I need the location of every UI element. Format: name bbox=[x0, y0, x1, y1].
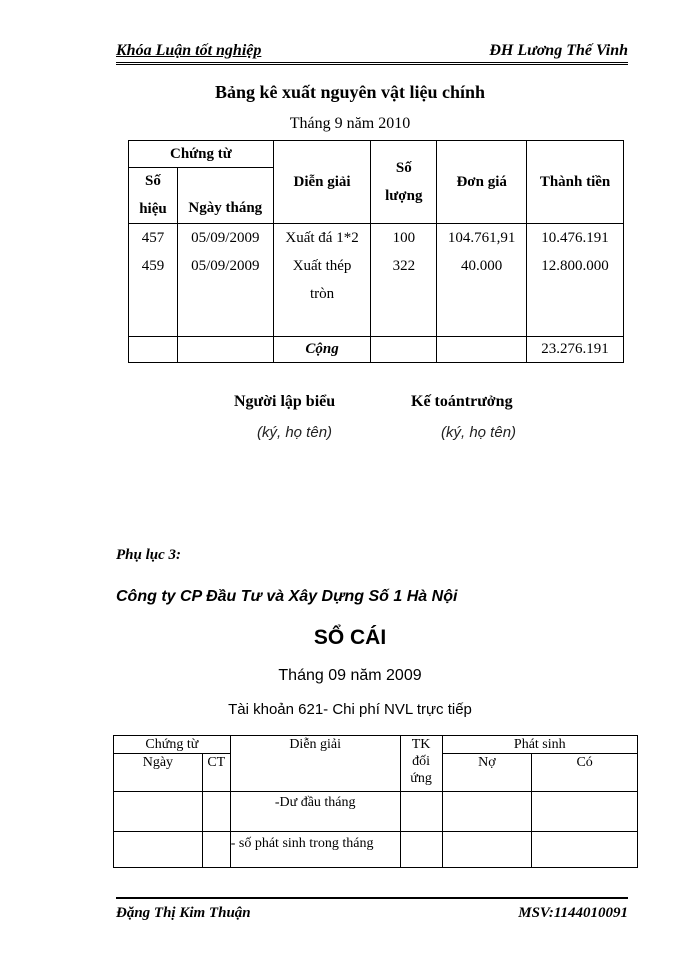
chief-accountant-note: (ký, họ tên) bbox=[441, 424, 517, 441]
total-row bbox=[129, 337, 624, 363]
total-value: 23.276.191 bbox=[527, 337, 624, 363]
table-row bbox=[114, 792, 638, 832]
table1-subtitle: Tháng 9 năm 2010 bbox=[289, 115, 411, 132]
cell-so-hieu: 457 459 bbox=[129, 224, 178, 337]
header-hieu: hiệu bbox=[129, 196, 178, 224]
page-header bbox=[116, 40, 628, 65]
table1-title: Bảng kê xuất nguyên vật liệu chính bbox=[214, 82, 486, 102]
header-no: Nợ bbox=[442, 754, 532, 792]
header-chung-tu: Chứng từ bbox=[114, 736, 231, 754]
header-ngay-thang: Ngày tháng bbox=[177, 168, 273, 224]
table-row bbox=[129, 224, 624, 337]
appendix-label: Phụ lục 3: bbox=[116, 547, 182, 563]
header-thanh-tien: Thành tiền bbox=[527, 141, 624, 224]
materials-table bbox=[128, 140, 624, 363]
cell-don-gia: 104.761,91 40.000 bbox=[437, 224, 527, 337]
header-so: Số bbox=[129, 168, 178, 196]
ledger-month: Tháng 09 năm 2009 bbox=[278, 667, 422, 684]
footer-left: Đặng Thị Kim Thuận bbox=[116, 905, 251, 921]
header-left: Khóa Luận tốt nghiệp bbox=[116, 42, 262, 59]
header-ngay: Ngày bbox=[114, 754, 203, 792]
header-so-luong: Số lượng bbox=[371, 141, 437, 224]
cell-ngay: 05/09/2009 05/09/2009 bbox=[177, 224, 273, 337]
company-name: Công ty CP Đầu Tư và Xây Dựng Số 1 Hà Nội bbox=[116, 588, 458, 605]
cell-thanh-tien: 10.476.191 12.800.000 bbox=[527, 224, 624, 337]
table-row bbox=[114, 832, 638, 868]
header-right: ĐH Lương Thế Vinh bbox=[489, 42, 628, 59]
footer-right: MSV:1144010091 bbox=[518, 905, 628, 921]
header-tk-doi-ung: TK đối ứng bbox=[400, 736, 442, 792]
header-dien-giai: Diễn giải bbox=[230, 736, 400, 792]
cell-dien-giai: -Dư đầu tháng bbox=[230, 792, 400, 832]
ledger-account: Tài khoản 621- Chi phí NVL trực tiếp bbox=[228, 701, 472, 718]
preparer-label: Người lập biểu bbox=[234, 393, 336, 410]
ledger-title: SỔ CÁI bbox=[313, 626, 387, 649]
ledger-table bbox=[113, 735, 638, 868]
header-dien-giai: Diễn giải bbox=[273, 141, 371, 224]
header-co: Có bbox=[532, 754, 638, 792]
header-chung-tu: Chứng từ bbox=[129, 141, 274, 168]
chief-accountant-label: Kế toántrưởng bbox=[411, 393, 513, 410]
page-footer bbox=[116, 897, 628, 923]
header-phat-sinh: Phát sinh bbox=[442, 736, 637, 754]
preparer-note: (ký, họ tên) bbox=[257, 424, 333, 441]
total-label: Cộng bbox=[273, 337, 371, 363]
cell-dien-giai: - số phát sinh trong tháng bbox=[230, 832, 400, 868]
header-don-gia: Đơn giá bbox=[437, 141, 527, 224]
header-ct: CT bbox=[202, 754, 230, 792]
cell-so-luong: 100 322 bbox=[371, 224, 437, 337]
cell-dien-giai: Xuất đá 1*2 Xuất thép tròn bbox=[273, 224, 371, 337]
